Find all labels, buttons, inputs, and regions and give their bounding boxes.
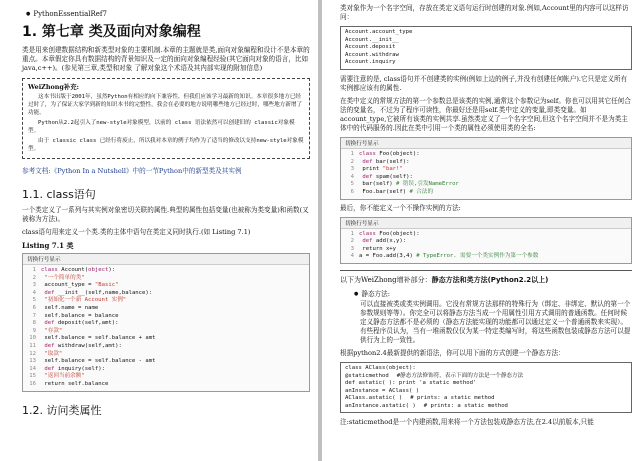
toc-bullet: ● PythonEssentialRef7 [26, 10, 310, 18]
code-token: class [41, 267, 58, 273]
code-token: "取款" [44, 350, 63, 357]
code-line [345, 395, 627, 403]
line-number: 2 [350, 158, 354, 165]
line-number: 9 [32, 327, 36, 334]
line-number: 2 [32, 274, 36, 281]
code-line [345, 380, 627, 388]
chapter-title: 1. 第七章 类及面向对象编程 [22, 24, 201, 40]
code-line [341, 159, 629, 167]
code-line [23, 381, 307, 389]
code-line [341, 231, 629, 239]
code-token: def [41, 289, 55, 296]
namespace-paragraph: 类对象作为一个名字空间，存放在类定义语句运行时创建的对象.例如,Account里的内容可以这样访问： [340, 4, 629, 21]
code-token: "一个简单的类" [44, 274, 85, 281]
static-method-heading [340, 275, 632, 285]
code-token: add(x,y): [372, 238, 407, 245]
code-token: deposit(self,amt): [54, 320, 119, 327]
line-number: 13 [29, 358, 36, 365]
weizhong-note [22, 78, 310, 159]
line-number: 6 [350, 188, 354, 195]
code-token: def [41, 365, 55, 372]
code-line [23, 305, 307, 313]
code-token: "返回当前余额" [44, 373, 85, 380]
code-token: def astatic( ): print 'a static method' [345, 380, 477, 387]
code-token: class [359, 150, 376, 157]
code-token: a = Foo.add(3,4) [359, 253, 413, 260]
attr-line: Account.deposit [345, 44, 396, 51]
section-heading-class: 1.1. class语句 [22, 188, 96, 201]
code-token: Account( [57, 267, 89, 273]
code-comment: # prints: a static method [410, 395, 495, 402]
heading-prefix: 以下为WeiZhong增补部分： [340, 275, 432, 284]
right-page [322, 0, 640, 461]
code-token: self.balance = self.balance + amt [41, 335, 156, 342]
toggle-line-numbers[interactable]: 切换行号显示 [341, 138, 631, 149]
code-token: anInstance.astatic( ) [345, 402, 416, 409]
code-listing-account [22, 253, 310, 392]
code-line [341, 166, 629, 174]
line-number: 7 [32, 312, 36, 319]
code-token: account_type = [41, 282, 95, 289]
code-token: __init__(self,name,balance): [54, 289, 153, 296]
code-line [23, 351, 307, 359]
section-heading-access: 1.2. 访问类属性 [22, 403, 102, 417]
line-number: 3 [32, 282, 36, 289]
code-token: def [359, 158, 373, 165]
line-number: 2 [350, 238, 354, 245]
code-line [341, 253, 629, 261]
note-title: WeiZhong补充: [28, 83, 79, 91]
code-listing-add [340, 217, 632, 264]
code-line [23, 373, 307, 381]
line-number: 11 [29, 342, 36, 349]
line-number: 5 [32, 297, 36, 304]
line-number: 14 [29, 365, 36, 372]
code-comment: # 错误,引发NameError [392, 181, 459, 188]
code-token: "bar!" [382, 166, 403, 173]
line-number: 1 [32, 267, 36, 273]
note-line: 这本书出版于2001年，虽然Python有相应的向下兼容性，但我们应该学习最新的知识。本章很多地方已经过时了，为了保证大家学到新的知识本书的完整性，我会在必要的地方说明哪些地方已经过时，哪些地方新增了功能。 [28, 94, 303, 116]
code-line [345, 403, 627, 411]
code-line [23, 358, 307, 366]
line-number: 5 [350, 181, 354, 188]
staticmethod-note: 注:staticmethod是一个内建函数,用来将一个方法包装成静态方法,在2.4以前版本,只能 [340, 418, 594, 427]
code-token: def [41, 320, 55, 327]
reference-line: 参考文档:《Python In a Nutshell》中的一节Python中的新型类及其实例 [22, 167, 242, 175]
code-token: AClass.astatic( ) [345, 395, 403, 402]
line-number: 8 [32, 320, 36, 327]
code-token: @staticmethod [345, 372, 389, 379]
heading-bold: 静态方法和类方法(Python2.2以上) [431, 275, 549, 284]
line-number: 10 [29, 335, 36, 342]
code-body [23, 265, 309, 391]
line-number: 3 [350, 166, 354, 173]
code-line [23, 313, 307, 321]
code-token: spam(self): [372, 173, 413, 180]
code-token: Foo(object): [375, 230, 420, 237]
line-number: 1 [350, 150, 354, 157]
line-number: 4 [32, 289, 36, 296]
toggle-line-numbers[interactable]: 切换行号显示 [341, 218, 631, 229]
self-paragraph: 在类中定义的常规方法的第一个参数总是该类的实例,通常这个参数记为self。你也可以用其它任何合法的变量名，不过为了程序可读性，你最好还是用self.类中定义的变量,即类变量。如account_type,它被所有该类的实例共享.虽然类定义了一个名字空间,但这个名字空间并不是为类主体中的代码服务的.因此在类中引用一个类的属性必须使用类的全名: [340, 96, 631, 132]
code-line [23, 275, 307, 283]
static-method-paragraph-2: 根据python2.4最新提供的新语法，你可以用下面的方式创建一个静态方法： [340, 348, 565, 357]
code-token: print [359, 166, 383, 173]
code-comment: # 合法的 [406, 188, 434, 195]
listing-title: Listing 7.1 类 [22, 241, 74, 250]
code-body [341, 229, 631, 263]
code-token: Foo(object): [375, 150, 420, 157]
code-token: object [88, 267, 109, 273]
attr-line: Account.__init__ [345, 36, 399, 43]
code-line [23, 282, 307, 290]
intro-paragraph: 类是用来创建数据结构和新类型对象的主要机制.本章的主题就是类,面向对象编程和设计不是本章的重点。本章假定你具有数据结构的背景知识及一定的面向对象编程经验(其它面向对象的语言，比如java,c++)。(参见第三章,类型和对象 了解对象这个术语及其内部实现的附加信息) [22, 46, 310, 72]
code-line [341, 151, 629, 159]
code-token: class AClass(object): [345, 364, 416, 371]
code-line [23, 297, 307, 305]
class-paragraph-2: class语句用来定义一个类.类的主体中语句在类定义同时执行.(如 Listing 7.1) [22, 228, 251, 236]
code-body [341, 149, 631, 199]
code-line [345, 388, 627, 396]
line-number: 12 [29, 350, 36, 357]
line-number: 4 [350, 253, 354, 260]
left-page [0, 0, 318, 461]
attr-line: Account.withdraw [345, 51, 399, 58]
code-comment: # TypeError. 需要一个类实例作为第一个参数 [412, 253, 539, 260]
code-line [345, 365, 627, 373]
code-token: "存款" [44, 327, 63, 334]
code-token: return self.balance [41, 380, 109, 387]
code-token: def [359, 238, 373, 245]
code-token: def [41, 342, 55, 349]
static-method-paragraph: 可以直接被类或类实例调用。它没有常规方法那样的特殊行为（绑定、非绑定、默认的第一个参数规则等等）。你完全可以将静态方法当成一个用属性引用方式调用的普通函数。任何时候定义静态方法都不是必须的（静态方法能实现的功能都可以通过定义一个普通函数来实现）。有些程序员认为，当有一堆函数仅仅为某一特定类编写时，将这些函数包装成静态方法可以提供行为上的一致性。 [360, 299, 631, 344]
method-paragraph: 最后，你不能定义一个不操作实例的方法: [340, 203, 461, 212]
code-token: Foo.bar(self) [359, 188, 407, 195]
attr-line: Account.account_type [345, 29, 413, 35]
line-number: 1 [350, 230, 354, 237]
code-line [341, 181, 629, 189]
code-token: inquiry(self): [54, 365, 106, 372]
code-token: bar(self): [372, 158, 410, 165]
static-method-code-box [340, 362, 632, 414]
line-number: 3 [350, 245, 354, 252]
line-number: 15 [29, 373, 36, 380]
code-line [341, 189, 629, 197]
toggle-line-numbers[interactable]: 切换行号显示 [23, 254, 309, 265]
instance-paragraph: 需要注意的是, class语句并不创建类的实例(例如上边的例子,并没有创建任何帐户).它只是定义所有实例都应该有的属性. [340, 74, 628, 92]
code-token: withdraw(self,amt): [54, 342, 122, 349]
code-line [341, 238, 629, 246]
attribute-list-box [340, 26, 632, 70]
code-token: bar(self) [359, 181, 393, 188]
code-listing-foo [340, 137, 632, 200]
code-token: anInstance = AClass( ) [345, 387, 420, 394]
code-comment: # prints: a static method [423, 402, 508, 409]
code-comment: #静态方法修饰符，表示下面的方法是一个静态方法 [396, 372, 524, 379]
code-line [23, 328, 307, 336]
code-token: self.name = name [41, 304, 99, 311]
note-line: Python从2.2起引入了new-style对象模型，以前的 class 语法依然可以创建旧的 classic对象模型。 [28, 120, 295, 134]
code-token: self.balance = self.balance - amt [41, 358, 156, 365]
line-number: 16 [29, 380, 36, 387]
code-token: self.balance = balance [41, 312, 119, 319]
code-line [23, 267, 307, 275]
note-line: 由于 classic class 已经行将废止，所以我对本章的例子均作为了适当的修改以支持new-style对象模型。 [28, 138, 304, 152]
class-paragraph-1: 一个类定义了一系列与其实例对象密切关联的属性.典型的属性包括变量(也被称为类变量)和函数(又被称为方法)。 [22, 206, 309, 223]
code-token: def [359, 173, 373, 180]
static-method-bullet: ● 静态方法: [354, 288, 632, 298]
code-token: "初始化一个新 Account 实例" [44, 297, 127, 304]
code-line [23, 343, 307, 351]
code-token: class [359, 230, 376, 237]
code-token: "Basic" [94, 282, 119, 289]
code-line [345, 373, 627, 381]
line-number: 6 [32, 304, 36, 311]
code-token: return x+y [359, 245, 397, 252]
attr-line: Account.inquiry [345, 59, 396, 66]
code-line [23, 335, 307, 343]
section-separator [340, 270, 632, 271]
line-number: 4 [350, 173, 354, 180]
code-token: ): [108, 267, 116, 273]
code-line [23, 320, 307, 328]
